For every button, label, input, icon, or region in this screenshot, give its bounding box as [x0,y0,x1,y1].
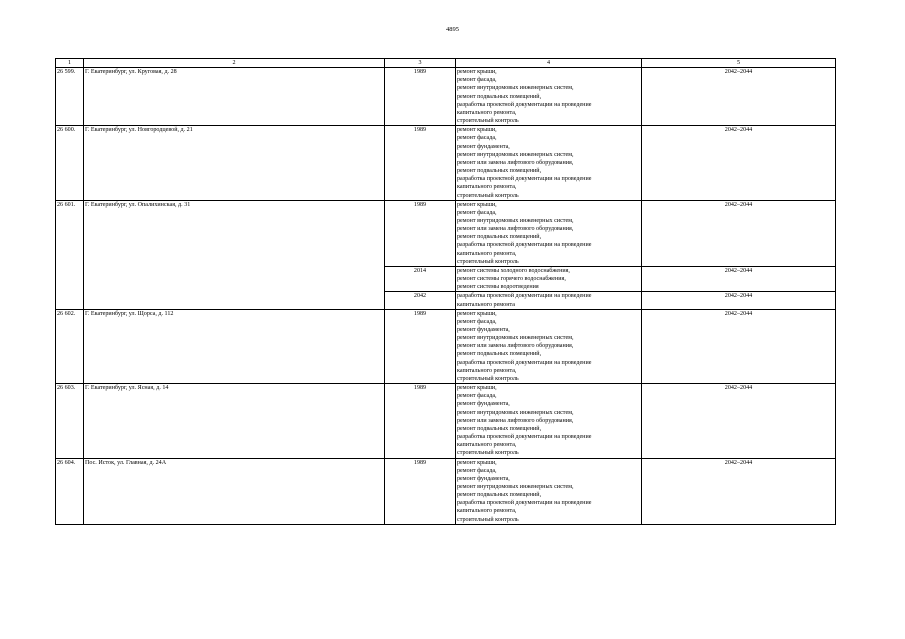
stage-year: 2014 [385,266,456,291]
stage-period: 2042–2044 [642,384,836,458]
work-item: ремонт подвальных помещений, [457,425,542,432]
column-number: 1 [56,59,84,68]
work-item: ремонт крыши, [457,201,497,208]
work-item: строительный контроль [457,516,519,523]
stage-works [456,384,642,458]
table-row [56,126,836,200]
work-item: ремонт внутридомовых инженерных систем, [457,151,574,158]
work-item: ремонт системы водоотведения [457,284,539,291]
work-item: разработка проектной документации на проведение [457,101,592,108]
column-number: 4 [456,59,642,68]
table-row [56,384,836,458]
work-item: строительный контроль [457,258,519,265]
work-item: ремонт внутридомовых инженерных систем, [457,85,574,92]
work-item: разработка проектной документации на проведение [457,434,592,441]
work-item: капитального ремонта, [457,367,517,374]
stage-works [456,126,642,200]
table-body [56,59,836,525]
stage-works [456,458,642,524]
work-item: ремонт подвальных помещений, [457,93,542,100]
work-item: ремонт фундамента, [457,475,510,482]
entry-address: Г. Екатеринбург, ул. Круговая, д. 28 [84,68,385,126]
work-item: строительный контроль [457,375,519,382]
work-item: ремонт или замена лифтового оборудования, [457,417,574,424]
work-item: строительный контроль [457,450,519,457]
entry-address: Г. Екатеринбург, ул. Опалихинская, д. 31 [84,200,385,309]
work-item: строительный контроль [457,192,519,199]
stage-year: 1989 [385,200,456,266]
capital-repair-table [55,58,836,525]
stage-works [456,200,642,266]
work-item: ремонт фундамента, [457,327,510,333]
work-item: ремонт фасада, [457,135,497,142]
work-item: ремонт внутридомовых инженерных систем, [457,483,574,490]
work-item: ремонт подвальных помещений, [457,234,542,241]
stage-year: 1989 [385,384,456,458]
work-item: ремонт или замена лифтового оборудования, [457,226,574,233]
column-number: 3 [385,59,456,68]
stage-works [456,266,642,291]
stage-works [456,309,642,383]
entry-address: Г. Екатеринбург, ул. Щорса, д. 112 [84,309,385,383]
table-row [56,309,836,383]
page-number: 4895 [446,26,459,33]
work-item: разработка проектной документации на проведение [457,500,592,507]
stage-period: 2042–2044 [642,292,836,309]
stage-period: 2042–2044 [642,126,836,200]
work-item: ремонт фасада, [457,467,497,474]
work-item: капитального ремонта, [457,184,517,191]
work-item: ремонт фасада, [457,318,497,325]
work-item: ремонт или замена лифтового оборудования, [457,343,574,350]
work-item: ремонт внутридомовых инженерных систем, [457,335,574,342]
work-item: ремонт системы холодного водоснабжения, [457,267,570,274]
entry-number: 26 601. [56,200,84,309]
column-number-row [56,59,836,68]
work-item: разработка проектной документации на проведение [457,176,592,183]
entry-number: 26 600. [56,126,84,200]
work-item: ремонт фундамента, [457,401,510,408]
entry-number: 26 599. [56,68,84,126]
stage-period: 2042–2044 [642,200,836,266]
work-item: ремонт подвальных помещений, [457,492,542,499]
stage-year: 1989 [385,458,456,524]
work-item: ремонт внутридомовых инженерных систем, [457,217,574,224]
table-row [56,68,836,126]
column-number: 2 [84,59,385,68]
work-item: капитального ремонта, [457,250,517,257]
stage-works [456,68,642,126]
entry-number: 26 604. [56,458,84,524]
entry-address: Пос. Исток, ул. Главная, д. 24А [84,458,385,524]
entry-number: 26 603. [56,384,84,458]
stage-year: 1989 [385,126,456,200]
work-item: строительный контроль [457,118,519,125]
work-item: ремонт крыши, [457,69,497,76]
entry-address: Г. Екатеринбург, ул. Ясная, д. 14 [84,384,385,458]
table-row [56,200,836,266]
work-item: ремонт крыши, [457,310,497,317]
stage-period: 2042–2044 [642,458,836,524]
work-item: капитального ремонта [457,301,515,308]
work-item: капитального ремонта, [457,442,517,449]
work-item: ремонт или замена лифтового оборудования, [457,159,574,166]
stage-period: 2042–2044 [642,266,836,291]
work-item: ремонт крыши, [457,127,497,134]
stage-year: 2042 [385,292,456,309]
work-item: разработка проектной документации на проведение [457,242,592,249]
work-item: ремонт фасада, [457,209,497,216]
work-item: разработка проектной документации на проведение [457,359,592,366]
work-item: ремонт фундамента, [457,143,510,150]
work-item: ремонт системы горячего водоснабжения, [457,276,566,283]
entry-address: Г. Екатеринбург, ул. Новгородцевой, д. 21 [84,126,385,200]
work-item: разработка проектной документации на проведение [457,293,592,300]
entry-number: 26 602. [56,309,84,383]
table-row [56,458,836,524]
stage-period: 2042–2044 [642,309,836,383]
stage-year: 1989 [385,309,456,383]
work-item: ремонт фасада, [457,77,497,84]
stage-year: 1989 [385,68,456,126]
work-item: ремонт подвальных помещений, [457,351,542,358]
stage-works [456,292,642,309]
stage-period: 2042–2044 [642,68,836,126]
work-item: капитального ремонта, [457,508,517,515]
work-item: ремонт крыши, [457,385,497,392]
work-item: капитального ремонта, [457,109,517,116]
work-item: ремонт подвальных помещений, [457,168,542,175]
work-item: ремонт внутридомовых инженерных систем, [457,409,574,416]
column-number: 5 [642,59,836,68]
work-item: ремонт крыши, [457,459,497,466]
work-item: ремонт фасада, [457,393,497,400]
